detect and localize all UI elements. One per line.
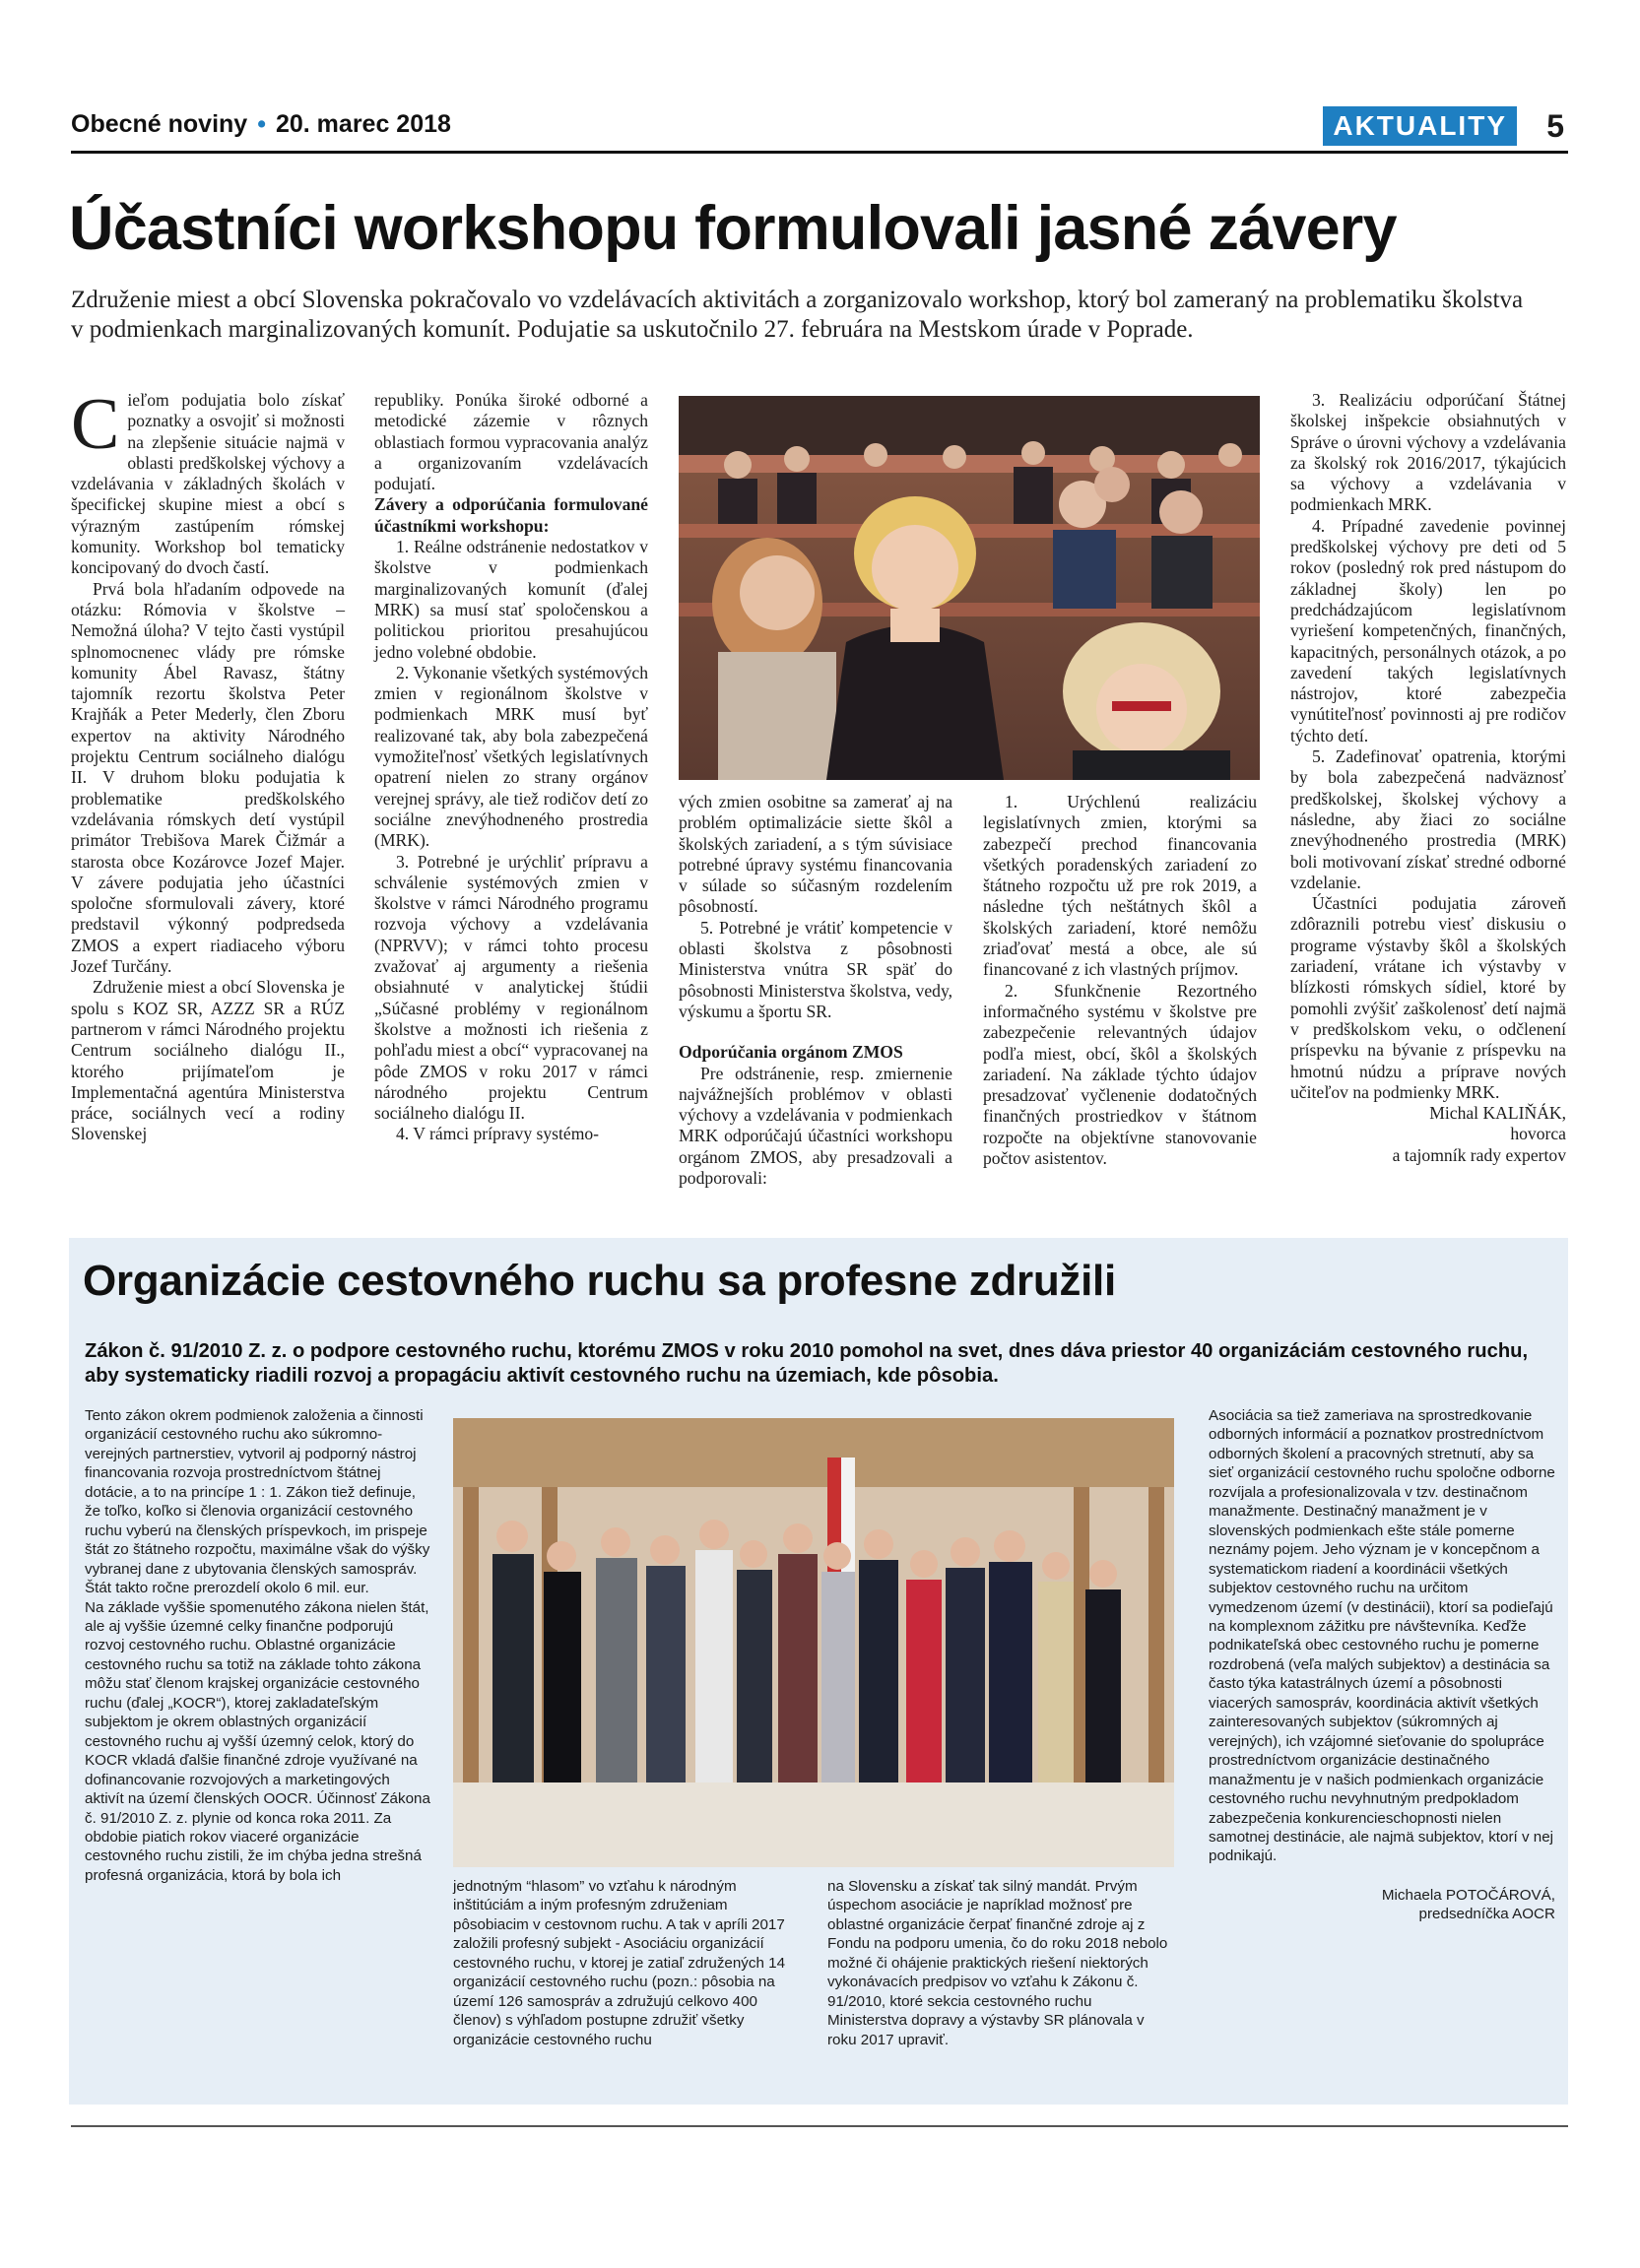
page-number: 5 [1546, 108, 1564, 144]
article1-col5-p2: 4. Prípadné zavedenie povinnej predškolskej výchovy pre deti od 5 rokov (posledný rok pred nástupom do základnej školy) len po predchádzajúcom legislatívnom vyriešení kompetenčných, finančných, kapacitných, personálnych otázok, a po zavedení takých legislatívnych nástrojov, ktoré zabezpečia vynútiteľnosť povinnosti aj pre rodičov týchto detí. [1290, 515, 1566, 745]
article1-col2-p2: 1. Reálne odstránenie nedostatkov v školstve v podmienkach marginalizovaných komunít (ďalej MRK) sa musí stať spoločenskou a politickou prioritou presahujúcou jedno volebné obdobie. [374, 537, 648, 662]
article1-col5-p4: Účastníci podujatia zároveň zdôraznili potrebu viesť diskusiu o programe výstavby škôl a školských zariadení, vrátane ich výstavby v blízkosti rómskych sídiel, ktoré by pomohli zvýšiť zaškolenosť detí najmä v predškolskom veku, o odčlenení príspevku na bývanie z príspevku na hmotnú núdzu a príprave nových učiteľov na podmienky MRK. [1290, 893, 1566, 1102]
section-label: AKTUALITY [1323, 106, 1517, 146]
article1-col3-subhead: Odporúčania orgánom ZMOS [679, 1042, 903, 1063]
article1-col3-p2: 5. Potrebné je vrátiť kompetencie v oblasti školstva z pôsobnosti Ministerstva vnútra SR späť do pôsobnosti Ministerstva školstva, vedy, výskumu a športu SR. [679, 917, 952, 1021]
group-photo [453, 1418, 1174, 1867]
article1-col3-p3: Pre odstránenie, resp. zmiernenie najvážnejších problémov v oblasti výchovy a vzdelávania v podmienkach MRK odporúčajú účastníci workshopu orgánom ZMOS, aby presadzovali a podporovali: [679, 1063, 952, 1189]
paper-name: Obecné noviny [71, 110, 248, 138]
article2-column-1 [85, 1406, 431, 1885]
masthead-info [71, 110, 451, 139]
separator-dot: • [257, 110, 266, 138]
article1-col1-p2: Prvá bola hľadaním odpovede na otázku: Rómovia v školstve – Nemožná úloha? V tejto časti vystúpil splnomocnenec vlády pre rómske komunity Ábel Ravasz, štátny tajomník rezortu školstva Peter Krajňák a Peter Mederly, člen Zboru expertov na aktivity Národného projektu Centrum sociálneho dialógu II. V druhom bloku podujatia k problematike predškolského vzdelávania rómskych detí vystúpil primátor Trebišova Marek Čižmár a starosta obce Kozárovce Jozef Majer. V závere podujatia jeho účastníci spoločne sformulovali závery, ktoré predstavil výkonný podpredseda ZMOS a expert riadiaceho výboru Jozef Turčány. [71, 578, 345, 977]
article1-column-2 [374, 390, 648, 1145]
article1-col4-p2: 2. Sfunkčnenie Rezortného informačného systému v školstve pre zabezpečenie relevantných údajov podľa miest, obcí, škôl a školských zariadení. Na základe týchto údajov presadzovať vyčlenenie dodatočných finančných prostriedkov v štátnom rozpočte na objektívne stanovovanie počtov asistentov. [983, 980, 1257, 1169]
article1-col1-p1: Cieľom podujatia bolo získať poznatky a osvojiť si možnosti na zlepšenie situácie najmä v oblasti predškolskej výchovy a vzdelávania v základných školách v špecifickej skupine miest a obcí s výrazným zastúpením rómskej komunity. Workshop bol tematicky koncipovaný do dvoch častí. [71, 384, 345, 578]
article1-col2-p4: 3. Potrebné je urýchliť prípravu a schválenie systémových zmien v školstve v rámci Národného programu rozvoja výchovy a vzdelávania (NPRVV); v rámci tohto procesu zvažovať aj argumenty a riešenia obsiahnuté v analytickej štúdii „Súčasné problémy v regionálnom školstve a možnosti ich riešenia z pohľadu miest a obcí“ vypracovanej na pôde ZMOS v roku 2017 v rámci národného projektu Centrum sociálneho dialógu II. [374, 851, 648, 1124]
article1-col2-p5: 4. V rámci prípravy systémo- [396, 1124, 600, 1144]
article2-col3-p1: na Slovensku a získať tak silný mandát. Prvým úspechom asociácie je napríklad možnosť pre oblastné organizácie čerpať finančné zdroje aj z Fondu na podporu umenia, čo do roku 2018 nebolo možné či ohájenie praktických riešení niektorých vykonávacích predpisov vo vzťahu k Zákonu č. 91/2010, ktoré sekcia cestovného ruchu Ministerstva dopravy a výstavby SR plánovala v roku 2017 upraviť. [827, 1878, 1168, 2048]
article2-lead: Zákon č. 91/2010 Z. z. o podpore cestovného ruchu, ktorému ZMOS v roku 2010 pomohol na svet, dnes dáva priestor 40 organizáciám cestovného ruchu, aby systematicky riadili rozvoj a propagáciu aktivít cestovného ruchu na územiach, kde pôsobia. [85, 1340, 1529, 1387]
article1-col4-p1: 1. Urýchlenú realizáciu legislatívnych zmien, ktorými sa zabezpečí prechod financovania všetkých poradenských zariadení zo štátneho rozpočtu už pre rok 2019, a následne tých neštátnych škôl a školských zariadení, ktoré nemôžu zriaďovať mestá a obce, ale sú financované z ich vlastných príjmov. [983, 792, 1257, 980]
article1-column-3 [679, 792, 952, 1189]
article1-col2-subhead: Závery a odporúčania formulované účastníkmi workshopu: [374, 494, 648, 536]
article2-col4-p1: Asociácia sa tiež zameriava na sprostredkovanie odborných informácií a poznatkov prostredníctvom odborných školení a pracovných stretnutí, aby sa sieť organizácií cestovného ruchu spoločne odborne rozvíjala a profesionalizovala v tzv. destinačnom manažmente. Destinačný manažment je v slovenských podmienkach ešte stále pomerne neznámy pojem. Jeho význam je v koncepčnom a systematickom riadení a koordinácii všetkých subjektov cestovného ruchu na určitom vymedzenom území (v destinácii), ktorí sa podieľajú na komplexnom zážitku pre návštevníka. Keďže podnikateľská obec cestovného ruchu je pomerne rozdrobená (veľa malých subjektov) a destinácia sa často týka katastrálnych území a pôsobnosti viacerých samospráv, koordinácia aktivít všetkých zainteresovaných subjektov (súkromných aj verejných), ich vzájomné sieťovanie do spolupráce prostredníctvom organizácie destinačného manažmentu je v našich podmienkach organizácie cestovného ruchu nevyhnutným predpokladom zabezpečenia konkurencieschopnosti nielen samotnej destinácie, ale najmä subjektov, ktorí v nej podnikajú. [1209, 1407, 1555, 1865]
article1-column-4 [983, 792, 1257, 1169]
article2-col1-p2: Na základe vyššie spomenutého zákona nielen štát, ale aj vyššie územné celky finančne podporujú rozvoj cestovného ruchu. Oblastné organizácie cestovného ruchu sa totiž na základe tohto zákona môžu stať členom krajskej organizácie cestovného ruchu (ďalej „KOCR“), ktorej zakladateľským subjektom je okrem oblastných organizácií cestovného ruchu aj vyšší územný celok, ktorý do KOCR vkladá ďalšie finančné zdroje využívané na dofinancovanie rozvojových a marketingových aktivít na území členských OOCR. Účinnosť Zákona č. 91/2010 Z. z. plynie od konca roka 2011. Za obdobie piatich rokov viaceré organizácie cestovného ruchu zistili, že im chýba jedna strešná profesná organizácia, ktorá by bola ich [85, 1598, 430, 1884]
article1-col2-p3: 2. Vykonanie všetkých systémových zmien v regionálnom školstve v podmienkach MRK musí byť realizované tak, aby bola zabezpečená vymožiteľnosť všetkých legislatívnych opatrení nielen zo strany orgánov verejnej správy, ale tiež rodičov detí zo sociálne znevýhodneného prostredia (MRK). [374, 662, 648, 851]
article1-headline: Účastníci workshopu formulovali jasné závery [69, 194, 1397, 263]
bottom-divider [71, 2125, 1568, 2127]
article2-author-role: predsedníčka AOCR [1418, 1906, 1555, 1923]
article1-lead: Združenie miest a obcí Slovenska pokračovalo vo vzdelávacích aktivitách a zorganizovalo workshop, ktorý bol zameraný na problematiku školstva v podmienkach marginalizovaných komunít. Podujatie sa uskutočnilo 27. februára na Mestskom úrade v Poprade. [71, 287, 1524, 343]
article2-col2-p1: jednotným “hlasom” vo vzťahu k národným inštitúciám a iným profesným združeniam pôsobiacim v cestovnom ruchu. A tak v apríli 2017 založili profesný subjekt - Asociáciu organizácií cestovného ruchu, v ktorej je zatiaľ združených 14 organizácií cestovného ruchu (pozn.: pôsobia na území 126 samospráv a združujú celkovo 400 členov) s výhľadom postupne združiť všetky organizácie cestovného ruchu [453, 1878, 786, 2048]
article2-author: Michaela POTOČÁROVÁ, [1381, 1886, 1555, 1904]
article1-col3-p1: vých zmien osobitne sa zamerať aj na problém optimalizácie siette škôl a školských zariadení, a s tým súvisiace potrebné úpravy systému financovania v súlade so súčasným rozdelením pôsobností. [679, 792, 952, 917]
article2-col1-p1: Tento zákon okrem podmienok založenia a činnosti organizácií cestovného ruchu ako súkromno-verejných partnerstiev, vytvoril aj podporný nástroj financovania rozvoja prostredníctvom štátnej dotácie, a to na princípe 1 : 1. Zákon tiež definuje, že toľko, koľko si členovia organizácií cestovného ruchu vyberú na členských príspevkoch, im prispeje štát zo štátneho rozpočtu, maximálne však do výšky vybranej dane z ubytovania členských samospráv. Štát takto ročne prerozdelí okolo 6 mil. eur. [85, 1407, 430, 1597]
author-role-2: a tajomník rady expertov [1392, 1144, 1566, 1165]
article1-column-5 [1290, 390, 1566, 1166]
article1-col2-p1: republiky. Ponúka široké odborné a metodické zázemie v rôznych oblastiach formou vypracovania analýz a organizovaním vzdelávacích podujatí. [374, 390, 648, 494]
article2-column-4 [1209, 1406, 1555, 1924]
author-signature: Michal KALIŇÁK, [1429, 1103, 1566, 1124]
masthead [71, 106, 1568, 154]
article1-column-1 [71, 384, 345, 1145]
article1-col5-p1: 3. Realizáciu odporúčaní Štátnej školskej inšpekcie obsiahnutých v Správe o úrovni výchovy a vzdelávania za školský rok 2016/2017, týkajúcich sa výchovy a vzdelávania v podmienkach MRK. [1290, 390, 1566, 515]
drop-cap: C [71, 384, 120, 465]
workshop-audience-photo [679, 396, 1260, 780]
article2-headline: Organizácie cestovného ruchu sa profesne združili [83, 1257, 1116, 1305]
article2-column-3 [827, 1877, 1172, 2049]
article1-col1-p3: Združenie miest a obcí Slovenska je spolu s KOZ SR, AZZZ SR a RÚZ partnerom v rámci Národného projektu Centrum sociálneho dialógu II., ktorého prijímateľom je Implementačná agentúra Ministerstva práce, sociálnych vecí a rodiny Slovenskej [71, 977, 345, 1144]
article2-column-2 [453, 1877, 788, 2049]
article1-col5-p3: 5. Zadefinovať opatrenia, ktorými by bola zabezpečená nadväznosť predškolskej, školskej výchovy a následne, aby žiaci zo sociálne znevýhodneného prostredia (MRK) boli motivovaní získať stredné odborné vzdelanie. [1290, 746, 1566, 892]
issue-date: 20. marec 2018 [275, 110, 451, 138]
author-role-1: hovorca [1510, 1124, 1566, 1144]
